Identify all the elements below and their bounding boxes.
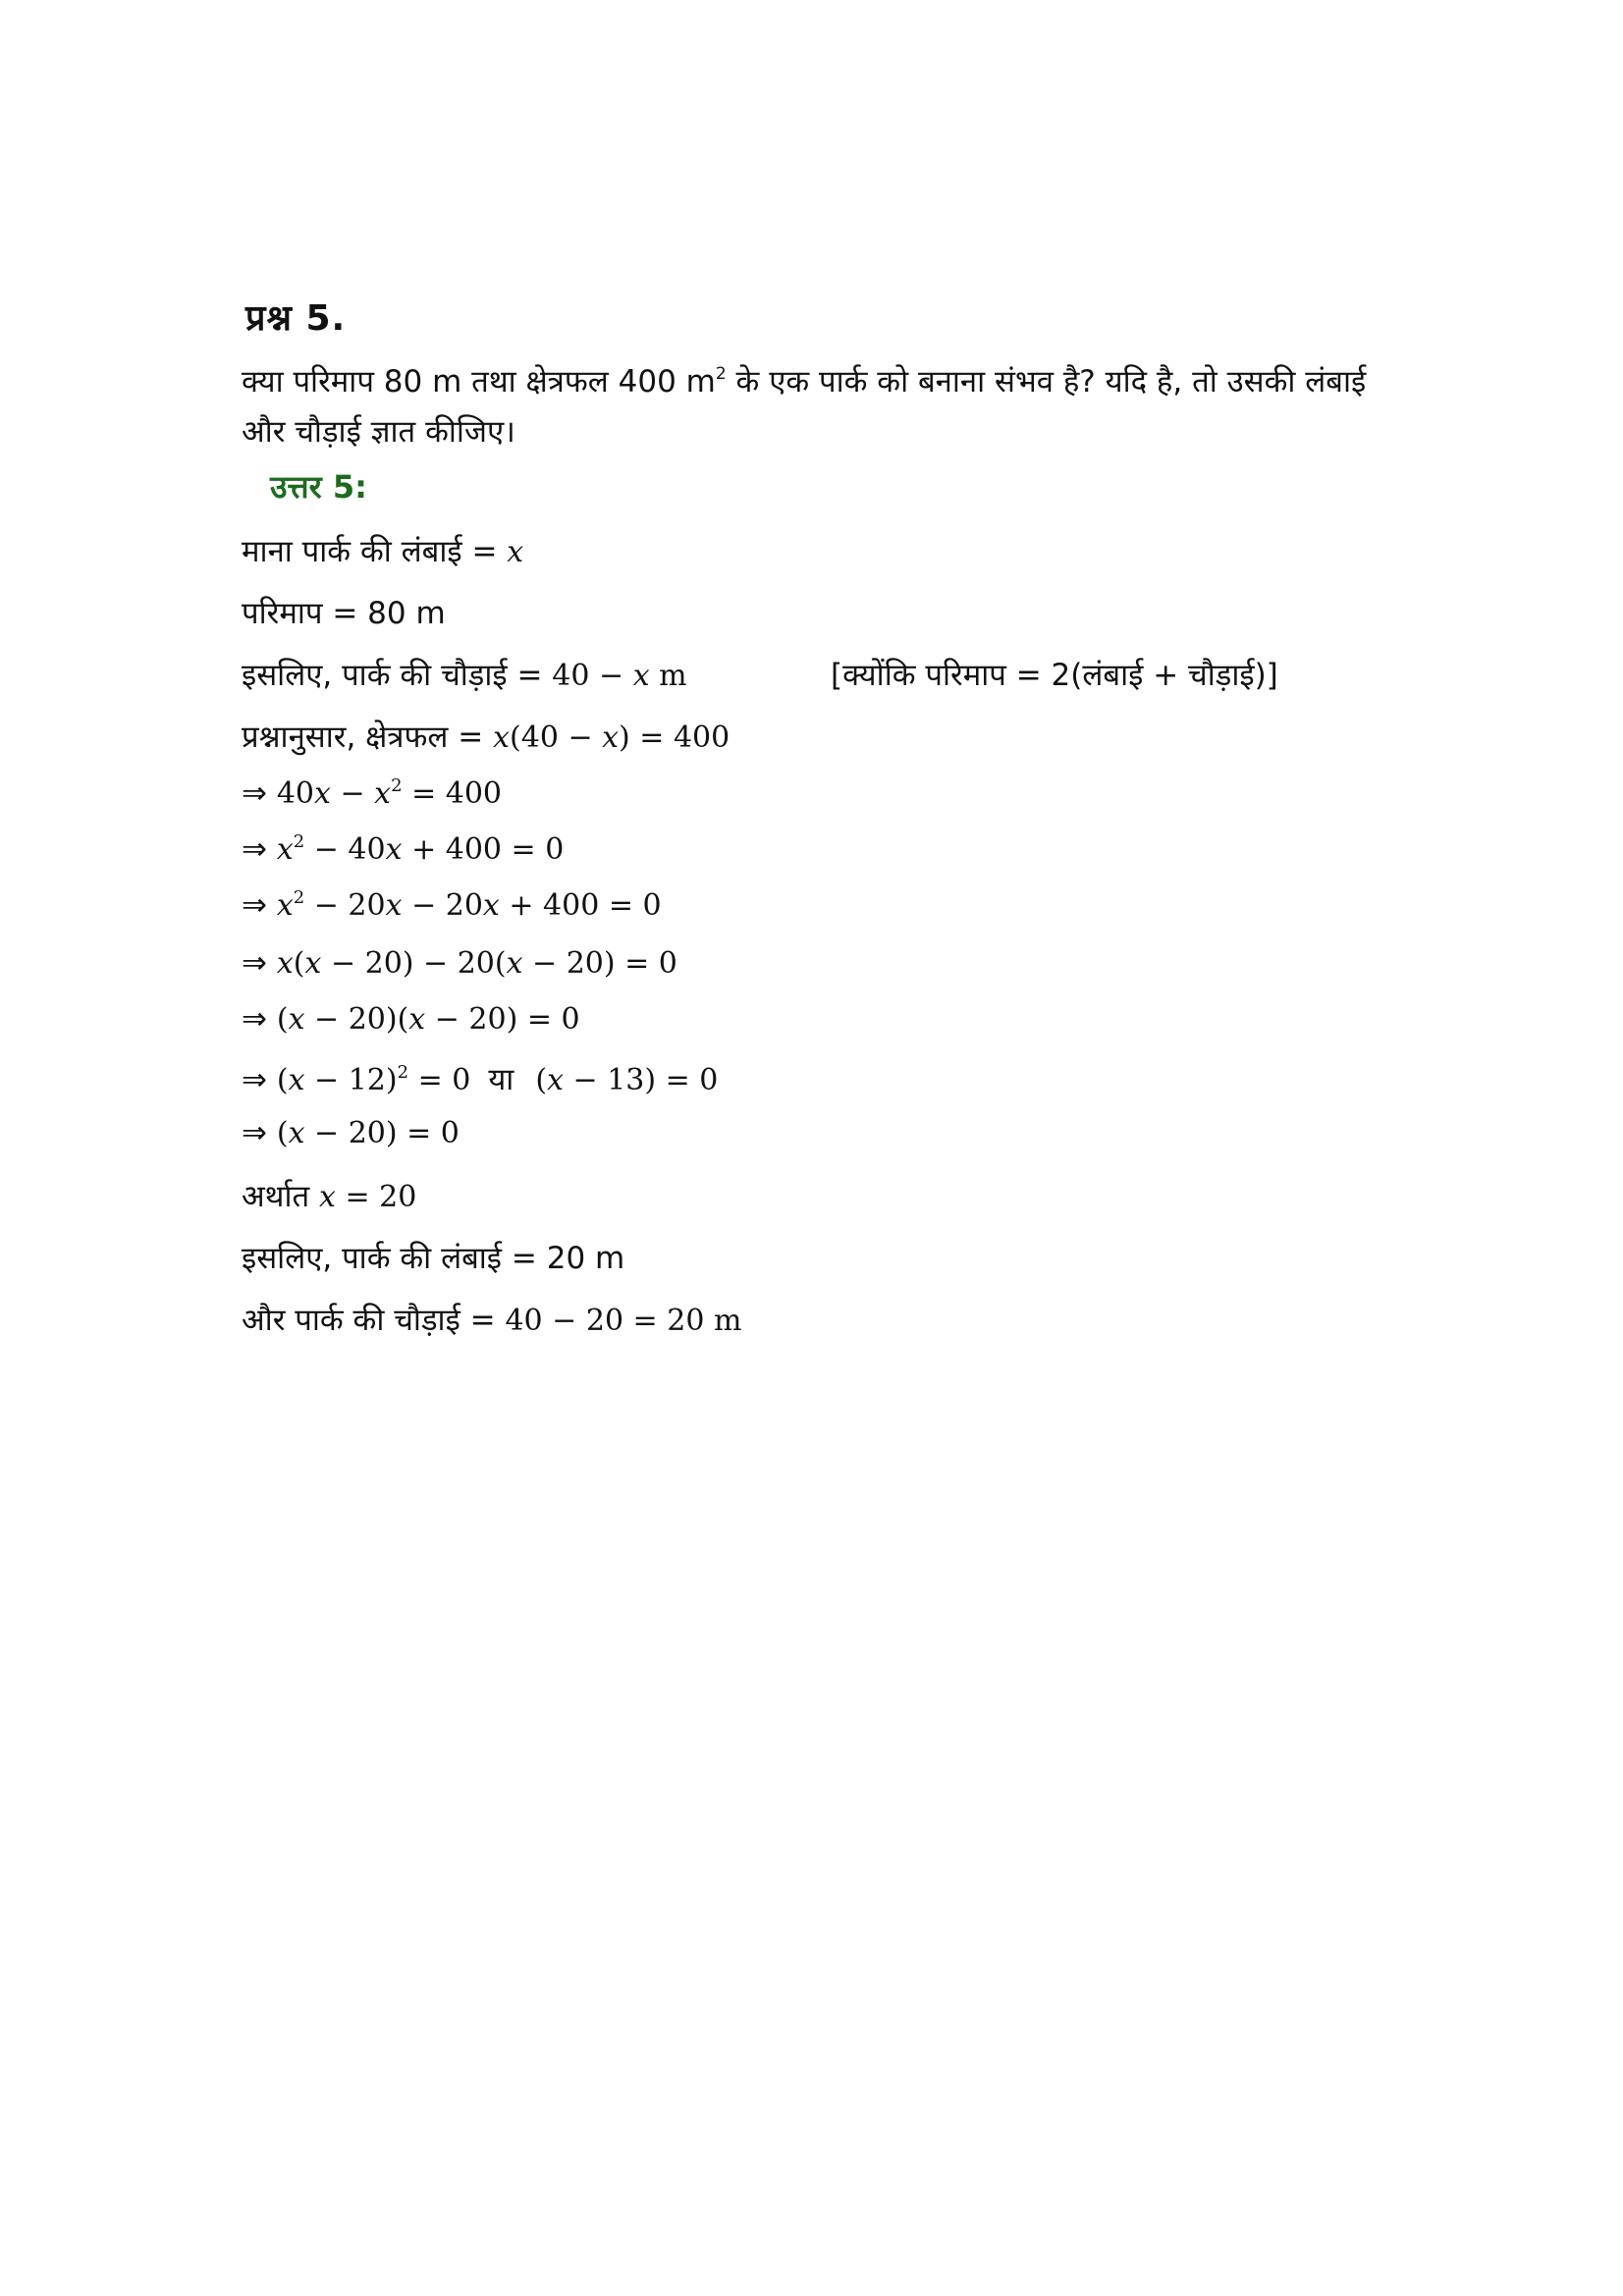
answer-line-1 (242, 530, 523, 571)
equation-5: ⇒ (x − 20)(x − 20) = 0 (242, 1001, 580, 1037)
answer-line-3-math: 40 − x m (552, 659, 687, 693)
answer-line-3-text: इसलिए, पार्क की चौड़ाई = (242, 658, 553, 693)
question-superscript: 2 (715, 364, 727, 384)
or-word: या (488, 1062, 514, 1097)
variable-x: x (507, 535, 524, 569)
answer-line-4-math: x(40 − x) = 400 (493, 721, 730, 755)
answer-line-12: अर्थात x = 20 (242, 1179, 417, 1214)
equation-6: ⇒ $(x - 12)^2 = 0$ या (x − 13) = 0 (242, 1062, 719, 1097)
answer-line-2: परिमाप = 80 m (242, 596, 446, 631)
answer-line-3 (242, 654, 687, 695)
answer-line-4 (242, 716, 730, 757)
perimeter-note: [क्योंकि परिमाप = 2(लंबाई + चौड़ाई)] (831, 658, 1278, 693)
answer-heading: उत्तर 5: (270, 468, 367, 506)
answer-line-4-text: प्रश्नानुसार, क्षेत्रफल = (242, 720, 494, 755)
question-text-part2: के एक पार्क को बनाना संभव है? यदि है, तो उसकी लंबाई (726, 364, 1367, 400)
equation-7: ⇒ (x − 20) = 0 (242, 1115, 460, 1150)
answer-line-13: इसलिए, पार्क की लंबाई = 20 m (242, 1241, 625, 1276)
equation-3: ⇒ $x^2 - 20x - 20x + 400 = 0$ (242, 887, 662, 923)
equation-2: ⇒ $x^2 - 40x + 400 = 0$ (242, 831, 565, 867)
answer-line-1-text: माना पार्क की लंबाई = (242, 534, 508, 569)
equation-1: ⇒ $40x - x^2 = 400$ (242, 775, 503, 811)
question-text-line2: और चौड़ाई ज्ञात कीजिए। (242, 414, 515, 450)
answer-line-14: और पार्क की चौड़ाई = 40 − 20 = 20 m (242, 1303, 742, 1338)
question-text-part1: क्या परिमाप 80 m तथा क्षेत्रफल 400 m (242, 364, 716, 400)
question-heading: प्रश्न 5. (245, 298, 347, 339)
question-text (242, 357, 1420, 457)
equation-4: ⇒ x(x − 20) − 20(x − 20) = 0 (242, 945, 677, 981)
